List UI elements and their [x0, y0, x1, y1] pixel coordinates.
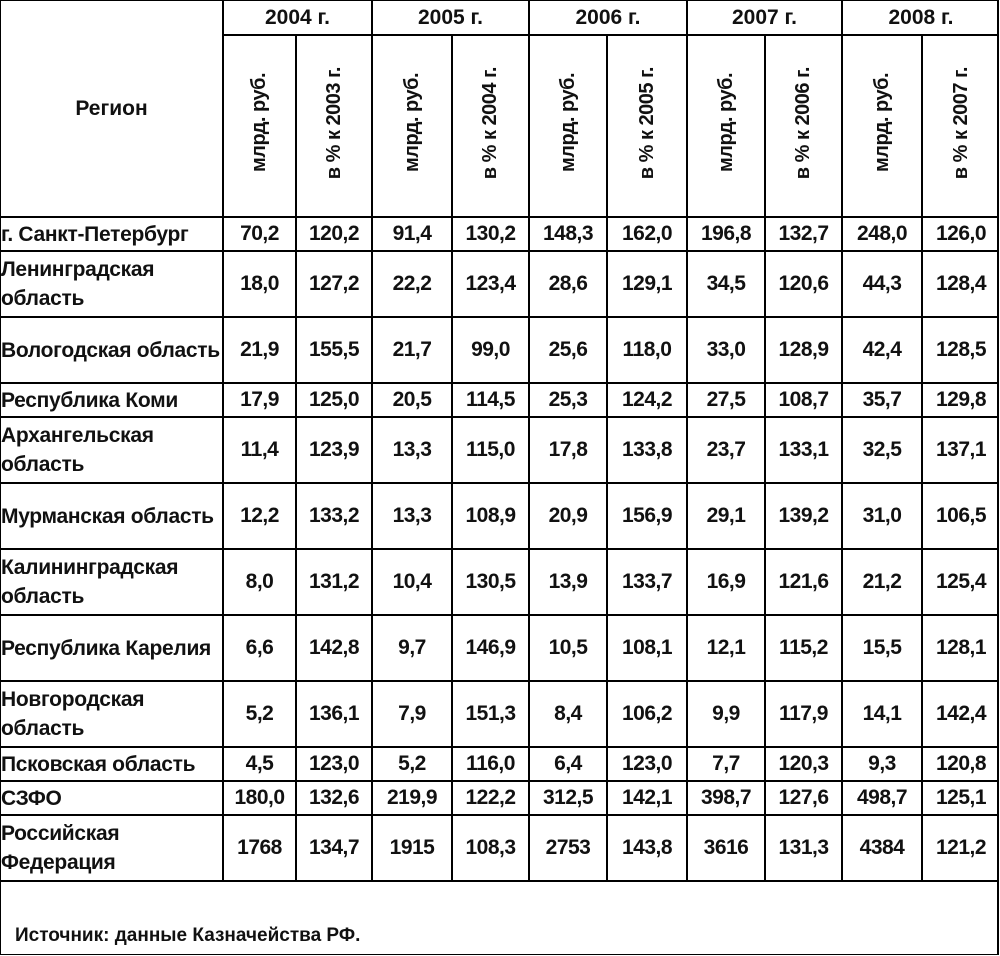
- subheader-bln-rub: [529, 35, 607, 217]
- value-bln-rub-cell: 9,9: [687, 681, 765, 747]
- subheader-label: млрд. руб.: [400, 73, 423, 173]
- value-bln-rub-cell: 2753: [529, 815, 607, 881]
- region-name-cell: Мурманская область: [1, 483, 223, 549]
- value-bln-rub-cell: 16,9: [687, 549, 765, 615]
- value-percent-cell: 130,5: [452, 549, 529, 615]
- value-percent-cell: 123,4: [452, 251, 529, 317]
- value-percent-cell: 128,1: [922, 615, 999, 681]
- subheader-label: в % к 2004 г.: [479, 66, 501, 180]
- value-percent-cell: 120,3: [765, 747, 842, 781]
- value-percent-cell: 121,6: [765, 549, 842, 615]
- subheader-label: в % к 2006 г.: [792, 66, 814, 180]
- value-percent-cell: 142,1: [607, 781, 687, 815]
- table-row: [1, 781, 999, 815]
- value-percent-cell: 118,0: [607, 317, 687, 383]
- value-bln-rub-cell: 12,2: [223, 483, 296, 549]
- year-header-2005: 2005 г.: [372, 1, 529, 35]
- table-row: [1, 417, 999, 483]
- value-percent-cell: 116,0: [452, 747, 529, 781]
- subheader-label: в % к 2005 г.: [635, 66, 658, 180]
- value-percent-cell: 99,0: [452, 317, 529, 383]
- value-bln-rub-cell: 11,4: [223, 417, 296, 483]
- value-percent-cell: 121,2: [922, 815, 999, 881]
- subheader-percent: [296, 35, 372, 217]
- value-bln-rub-cell: 8,4: [529, 681, 607, 747]
- value-percent-cell: 123,9: [296, 417, 372, 483]
- budget-revenue-table: [1, 1, 999, 882]
- value-percent-cell: 124,2: [607, 383, 687, 417]
- value-bln-rub-cell: 4,5: [223, 747, 296, 781]
- value-percent-cell: 155,5: [296, 317, 372, 383]
- value-percent-cell: 162,0: [607, 217, 687, 251]
- subheader-label: млрд. руб.: [714, 73, 737, 173]
- table-row: [1, 217, 999, 251]
- subheader-label: млрд. руб.: [556, 73, 579, 173]
- value-bln-rub-cell: 28,6: [529, 251, 607, 317]
- value-percent-cell: 156,9: [607, 483, 687, 549]
- value-bln-rub-cell: 148,3: [529, 217, 607, 251]
- value-percent-cell: 122,2: [452, 781, 529, 815]
- region-name-cell: Республика Карелия: [1, 615, 223, 681]
- region-name-cell: СЗФО: [1, 781, 223, 815]
- value-percent-cell: 136,1: [296, 681, 372, 747]
- value-percent-cell: 133,7: [607, 549, 687, 615]
- region-name-cell: Вологодская область: [1, 317, 223, 383]
- subheader-percent: [922, 35, 999, 217]
- subheader-bln-rub: [223, 35, 296, 217]
- value-bln-rub-cell: 18,0: [223, 251, 296, 317]
- value-bln-rub-cell: 14,1: [842, 681, 922, 747]
- value-bln-rub-cell: 180,0: [223, 781, 296, 815]
- value-bln-rub-cell: 21,2: [842, 549, 922, 615]
- value-percent-cell: 127,6: [765, 781, 842, 815]
- value-percent-cell: 115,0: [452, 417, 529, 483]
- value-bln-rub-cell: 29,1: [687, 483, 765, 549]
- value-percent-cell: 127,2: [296, 251, 372, 317]
- value-percent-cell: 108,3: [452, 815, 529, 881]
- value-bln-rub-cell: 10,5: [529, 615, 607, 681]
- table-row: [1, 251, 999, 317]
- value-percent-cell: 106,2: [607, 681, 687, 747]
- value-percent-cell: 133,1: [765, 417, 842, 483]
- table-body: [1, 217, 999, 881]
- value-percent-cell: 108,7: [765, 383, 842, 417]
- value-bln-rub-cell: 21,7: [372, 317, 452, 383]
- value-bln-rub-cell: 5,2: [223, 681, 296, 747]
- source-note: Источник: данные Казначейства РФ.: [15, 925, 361, 946]
- value-percent-cell: 108,9: [452, 483, 529, 549]
- subheader-percent: [765, 35, 842, 217]
- value-bln-rub-cell: 20,9: [529, 483, 607, 549]
- value-percent-cell: 128,5: [922, 317, 999, 383]
- value-bln-rub-cell: 21,9: [223, 317, 296, 383]
- value-percent-cell: 142,4: [922, 681, 999, 747]
- value-bln-rub-cell: 27,5: [687, 383, 765, 417]
- value-bln-rub-cell: 5,2: [372, 747, 452, 781]
- value-percent-cell: 137,1: [922, 417, 999, 483]
- subheader-bln-rub: [372, 35, 452, 217]
- value-bln-rub-cell: 70,2: [223, 217, 296, 251]
- value-bln-rub-cell: 23,7: [687, 417, 765, 483]
- value-percent-cell: 120,2: [296, 217, 372, 251]
- value-percent-cell: 115,2: [765, 615, 842, 681]
- table-row: [1, 681, 999, 747]
- value-bln-rub-cell: 6,6: [223, 615, 296, 681]
- value-percent-cell: 125,4: [922, 549, 999, 615]
- value-bln-rub-cell: 6,4: [529, 747, 607, 781]
- value-percent-cell: 126,0: [922, 217, 999, 251]
- subheader-bln-rub: [842, 35, 922, 217]
- value-percent-cell: 114,5: [452, 383, 529, 417]
- value-bln-rub-cell: 25,6: [529, 317, 607, 383]
- region-name-cell: Калининградская область: [1, 549, 223, 615]
- value-percent-cell: 133,8: [607, 417, 687, 483]
- value-bln-rub-cell: 25,3: [529, 383, 607, 417]
- value-bln-rub-cell: 13,9: [529, 549, 607, 615]
- year-header-2008: 2008 г.: [842, 1, 999, 35]
- value-bln-rub-cell: 13,3: [372, 417, 452, 483]
- value-bln-rub-cell: 20,5: [372, 383, 452, 417]
- value-percent-cell: 123,0: [607, 747, 687, 781]
- value-bln-rub-cell: 7,7: [687, 747, 765, 781]
- table-row: [1, 383, 999, 417]
- value-percent-cell: 125,0: [296, 383, 372, 417]
- value-bln-rub-cell: 9,7: [372, 615, 452, 681]
- value-percent-cell: 132,7: [765, 217, 842, 251]
- value-bln-rub-cell: 3616: [687, 815, 765, 881]
- table-row: [1, 549, 999, 615]
- value-percent-cell: 143,8: [607, 815, 687, 881]
- value-bln-rub-cell: 248,0: [842, 217, 922, 251]
- region-name-cell: Архангельская область: [1, 417, 223, 483]
- value-bln-rub-cell: 17,9: [223, 383, 296, 417]
- value-bln-rub-cell: 196,8: [687, 217, 765, 251]
- value-percent-cell: 123,0: [296, 747, 372, 781]
- value-bln-rub-cell: 34,5: [687, 251, 765, 317]
- subheader-bln-rub: [687, 35, 765, 217]
- year-header-row: [1, 1, 999, 35]
- value-percent-cell: 125,1: [922, 781, 999, 815]
- value-bln-rub-cell: 498,7: [842, 781, 922, 815]
- table-row: [1, 815, 999, 881]
- table-row: [1, 615, 999, 681]
- region-name-cell: Ленинградская область: [1, 251, 223, 317]
- year-header-2006: 2006 г.: [529, 1, 687, 35]
- region-name-cell: Российская Федерация: [1, 815, 223, 881]
- value-percent-cell: 151,3: [452, 681, 529, 747]
- value-percent-cell: 129,1: [607, 251, 687, 317]
- value-bln-rub-cell: 35,7: [842, 383, 922, 417]
- value-percent-cell: 130,2: [452, 217, 529, 251]
- value-bln-rub-cell: 31,0: [842, 483, 922, 549]
- value-percent-cell: 146,9: [452, 615, 529, 681]
- region-header: Регион: [1, 1, 223, 217]
- value-bln-rub-cell: 219,9: [372, 781, 452, 815]
- value-percent-cell: 139,2: [765, 483, 842, 549]
- value-percent-cell: 134,7: [296, 815, 372, 881]
- value-bln-rub-cell: 32,5: [842, 417, 922, 483]
- value-bln-rub-cell: 1915: [372, 815, 452, 881]
- year-header-2007: 2007 г.: [687, 1, 842, 35]
- value-bln-rub-cell: 33,0: [687, 317, 765, 383]
- subheader-label: в % к 2007 г.: [949, 66, 972, 180]
- subheader-percent: [607, 35, 687, 217]
- value-bln-rub-cell: 9,3: [842, 747, 922, 781]
- value-bln-rub-cell: 44,3: [842, 251, 922, 317]
- value-bln-rub-cell: 91,4: [372, 217, 452, 251]
- region-name-cell: Псковская область: [1, 747, 223, 781]
- value-percent-cell: 120,8: [922, 747, 999, 781]
- region-name-cell: Республика Коми: [1, 383, 223, 417]
- value-percent-cell: 133,2: [296, 483, 372, 549]
- subheader-label: млрд. руб.: [248, 73, 270, 173]
- value-percent-cell: 120,6: [765, 251, 842, 317]
- subheader-percent: [452, 35, 529, 217]
- value-bln-rub-cell: 42,4: [842, 317, 922, 383]
- table-row: [1, 317, 999, 383]
- value-bln-rub-cell: 12,1: [687, 615, 765, 681]
- table-row: [1, 747, 999, 781]
- value-bln-rub-cell: 10,4: [372, 549, 452, 615]
- value-percent-cell: 131,2: [296, 549, 372, 615]
- subheader-label: в % к 2003 г.: [322, 66, 345, 180]
- value-percent-cell: 106,5: [922, 483, 999, 549]
- value-bln-rub-cell: 15,5: [842, 615, 922, 681]
- value-bln-rub-cell: 7,9: [372, 681, 452, 747]
- value-percent-cell: 128,9: [765, 317, 842, 383]
- value-percent-cell: 129,8: [922, 383, 999, 417]
- value-bln-rub-cell: 398,7: [687, 781, 765, 815]
- value-percent-cell: 108,1: [607, 615, 687, 681]
- year-header-2004: 2004 г.: [223, 1, 372, 35]
- table-row: [1, 483, 999, 549]
- value-bln-rub-cell: 1768: [223, 815, 296, 881]
- value-bln-rub-cell: 8,0: [223, 549, 296, 615]
- value-bln-rub-cell: 13,3: [372, 483, 452, 549]
- value-bln-rub-cell: 312,5: [529, 781, 607, 815]
- value-percent-cell: 132,6: [296, 781, 372, 815]
- value-percent-cell: 142,8: [296, 615, 372, 681]
- value-bln-rub-cell: 4384: [842, 815, 922, 881]
- value-bln-rub-cell: 22,2: [372, 251, 452, 317]
- region-name-cell: Новгородская область: [1, 681, 223, 747]
- value-percent-cell: 117,9: [765, 681, 842, 747]
- value-percent-cell: 128,4: [922, 251, 999, 317]
- value-bln-rub-cell: 17,8: [529, 417, 607, 483]
- value-percent-cell: 131,3: [765, 815, 842, 881]
- region-name-cell: г. Санкт-Петербург: [1, 217, 223, 251]
- subheader-label: млрд. руб.: [870, 73, 893, 173]
